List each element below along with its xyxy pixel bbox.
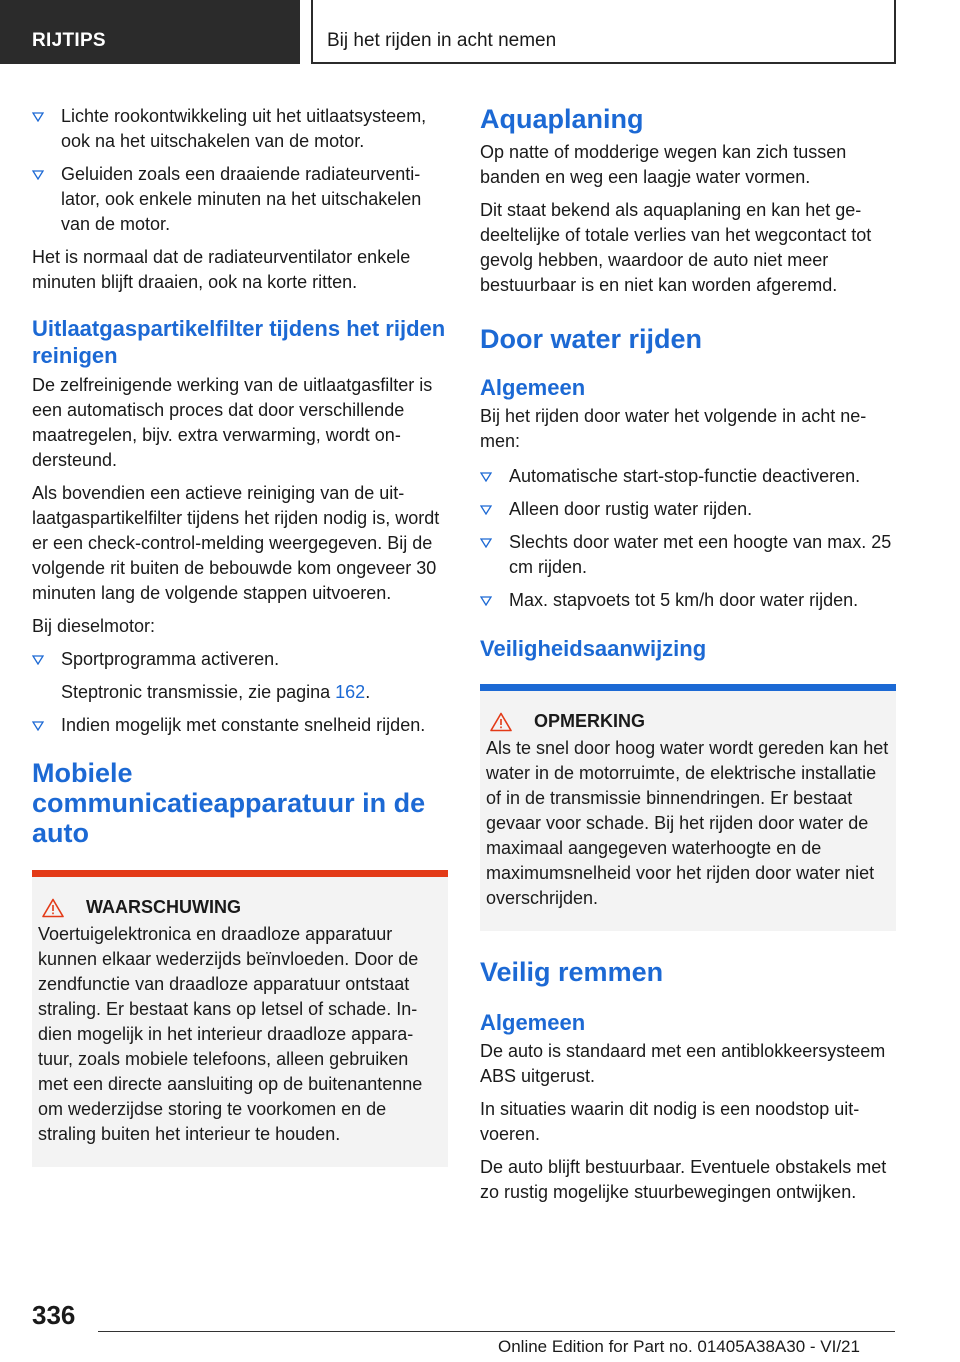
paragraph-brake-3: De auto blijft bestuurbaar. Eventuele obstakels met zo rustig mogelijke stuurbewegingen ontwijken.	[480, 1157, 887, 1202]
paragraph-filter-2: Als bovendien een actieve reiniging van de uitlaatgaspartikelfilter tijdens het rijden nodig is, wordt er een check-control-melding weergegeven. Bij de volgende rit buiten de bebouwde kom ongeveer 30 minuten lang de volgende stappen uitvoeren.	[32, 483, 440, 603]
warning-text: Voertuigelektronica en draadloze apparatuur kunnen elkaar wederzijds beïnvloeden. Door de zendfunctie van draadloze apparatuur ontstaat straling. Er bestaat kans op letsel of schade. Indien mogelijk in het interieur draadloze apparatuur, zoals mobiele telefoons, alleen gebruiken met een directe aansluiting op de buitenantenne om wederzijdse storing te voorkomen en de straling buiten het interieur te houden.	[38, 924, 423, 1144]
list-item	[480, 530, 896, 580]
paragraph-diesel: Bij dieselmotor:	[32, 616, 156, 636]
header-chapter-label: Bij het rijden in acht nemen	[327, 30, 557, 51]
paragraph-water: Bij het rijden door water het volgende in acht nemen:	[480, 406, 867, 451]
warning-triangle-icon	[490, 712, 512, 732]
warning-title: WAARSCHUWING	[86, 897, 241, 917]
note-text: Als te snel door hoog water wordt gereden kan het water in de motorruimte, de elektrische installatie of in de transmissie binnendringen. Er bestaat gevaar voor schade. Bij het rijden door water de maximaal aangegeven waterhoogte en de maximumsnelheid voor het rijden door water niet overschrijden.	[486, 738, 889, 908]
heading-water: Door water rijden	[480, 324, 703, 354]
triangle-bullet-icon	[32, 721, 44, 731]
list-item-text: Lichte rookontwikkeling uit het uitlaatsysteem, ook na het uitschakelen van de motor.	[61, 106, 427, 151]
triangle-bullet-icon	[480, 472, 492, 482]
right-column	[480, 104, 896, 1213]
list-item-text: Max. stapvoets tot 5 km/h door water rijden.	[509, 590, 859, 610]
list-item-text: Alleen door rustig water rijden.	[509, 499, 753, 519]
footer-edition: Online Edition for Part no. 01405A38A30 - VI/21	[498, 1337, 860, 1356]
paragraph-brake-2: In situaties waarin dit nodig is een noodstop uitvoeren.	[480, 1099, 860, 1144]
list-item-text: Indien mogelijk met constante snelheid rijden.	[61, 715, 426, 735]
paragraph-aqua-1: Op natte of modderige wegen kan zich tussen banden en weg een laagje water vormen.	[480, 142, 847, 187]
note-title: OPMERKING	[534, 711, 646, 731]
list-item	[32, 647, 448, 672]
header-section-tab	[0, 0, 300, 64]
heading-filter: Uitlaatgaspartikelfilter tijdens het rijden reinigen	[32, 316, 446, 368]
triangle-bullet-icon	[480, 596, 492, 606]
left-column	[32, 104, 448, 1167]
paragraph-fan: Het is normaal dat de radiateurventilator enkele minuten blijft draaien, ook na korte ritten.	[32, 247, 411, 292]
list-item	[32, 713, 448, 738]
page-number: 336	[32, 1300, 76, 1330]
triangle-bullet-icon	[32, 170, 44, 180]
paragraph-filter-1: De zelfreinigende werking van de uitlaatgasfilter is een automatisch proces dat door verschillende maatregelen, bijv. extra verwarming, wordt ondersteund.	[32, 375, 433, 470]
list-item	[480, 588, 896, 613]
list-item	[32, 162, 448, 237]
triangle-bullet-icon	[32, 655, 44, 665]
warning-box	[32, 870, 448, 1167]
list-item	[480, 497, 896, 522]
list-item	[480, 464, 896, 489]
header-section-label: RIJTIPS	[32, 30, 106, 51]
list-item-text: Geluiden zoals een draaiende radiateurventilator, ook enkele minuten na het uitschakelen van de motor.	[61, 164, 422, 234]
header-chapter-tab	[311, 0, 896, 64]
list-item-text: Slechts door water met een hoogte van max. 25 cm rijden.	[509, 532, 892, 577]
warning-triangle-icon	[42, 898, 64, 918]
heading-general-1: Algemeen	[480, 375, 586, 400]
triangle-bullet-icon	[480, 538, 492, 548]
heading-mobile: Mobiele communicatieapparatuur in de auto	[32, 758, 426, 848]
page-link[interactable]: 162	[335, 682, 366, 702]
triangle-bullet-icon	[32, 112, 44, 122]
paragraph-aqua-2: Dit staat bekend als aquaplaning en kan het gedeeltelijke of totale verlies van het wegcontact tot gevolg hebben, waardoor de auto niet meer bestuurbaar is en niet kan worden afgeremd.	[480, 200, 872, 295]
heading-general-2: Algemeen	[480, 1010, 586, 1035]
list-item-text: Sportprogramma activeren.	[61, 649, 280, 669]
paragraph-brake-1: De auto is standaard met een antiblokkeersysteem ABS uitgerust.	[480, 1041, 886, 1086]
list-item	[32, 104, 448, 154]
heading-brake: Veilig remmen	[480, 957, 664, 987]
sub-item-steptronic: Steptronic transmissie, zie pagina 162.	[61, 682, 371, 702]
footer-divider	[98, 1331, 895, 1332]
list-item-text: Automatische start-stop-functie deactiveren.	[509, 466, 861, 486]
heading-aquaplaning: Aquaplaning	[480, 104, 644, 134]
note-box	[480, 684, 896, 931]
heading-safety: Veiligheidsaanwijzing	[480, 636, 707, 661]
triangle-bullet-icon	[480, 505, 492, 515]
